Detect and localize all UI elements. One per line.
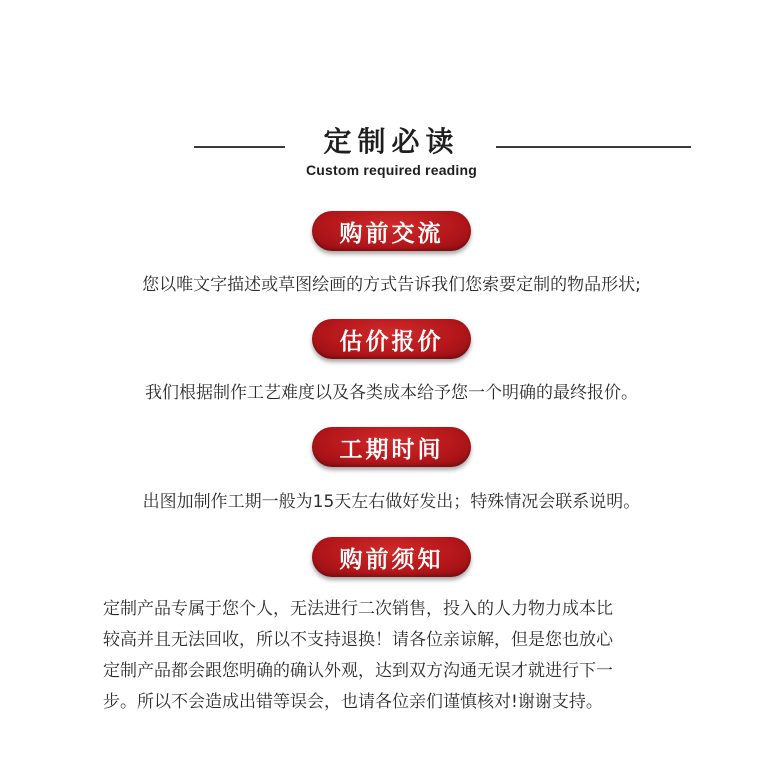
notice-line: 定制产品专属于您个人，无法进行二次销售，投入的人力物力成本比 (103, 599, 613, 619)
header-divider-right (496, 146, 691, 148)
page-subtitle: Custom required reading (305, 162, 478, 178)
section-badge-label: 购前须知 (339, 545, 444, 573)
header (0, 112, 783, 192)
section-text-lead-time: 出图加制作工期一般为15天左右做好发出；特殊情况会联系说明。 (142, 492, 641, 512)
section-badge-pre-purchase-communication (312, 211, 471, 251)
notice-line: 步。所以不会造成出错等误会，也请各位亲们谨慎核对!谢谢支持。 (103, 692, 603, 712)
section-badge-label: 购前交流 (339, 219, 444, 247)
notice-line: 较高并且无法回收，所以不支持退换！请各位亲谅解，但是您也放心 (103, 630, 613, 650)
section-badge-label: 估价报价 (339, 327, 444, 355)
section-badge-quotation (312, 319, 471, 359)
section-text-pre-purchase-communication: 您以唯文字描述或草图绘画的方式告诉我们您索要定制的物品形状; (142, 275, 641, 295)
page-title: 定制必读 (323, 125, 460, 158)
section-text-purchase-notice (103, 594, 699, 718)
section-badge-label: 工期时间 (339, 435, 444, 463)
section-text-quotation: 我们根据制作工艺难度以及各类成本给予您一个明确的最终报价。 (145, 383, 638, 403)
section-badge-lead-time (312, 427, 471, 467)
section-badge-purchase-notice (312, 537, 471, 577)
notice-line: 定制产品都会跟您明确的确认外观，达到双方沟通无误才就进行下一 (103, 661, 613, 681)
